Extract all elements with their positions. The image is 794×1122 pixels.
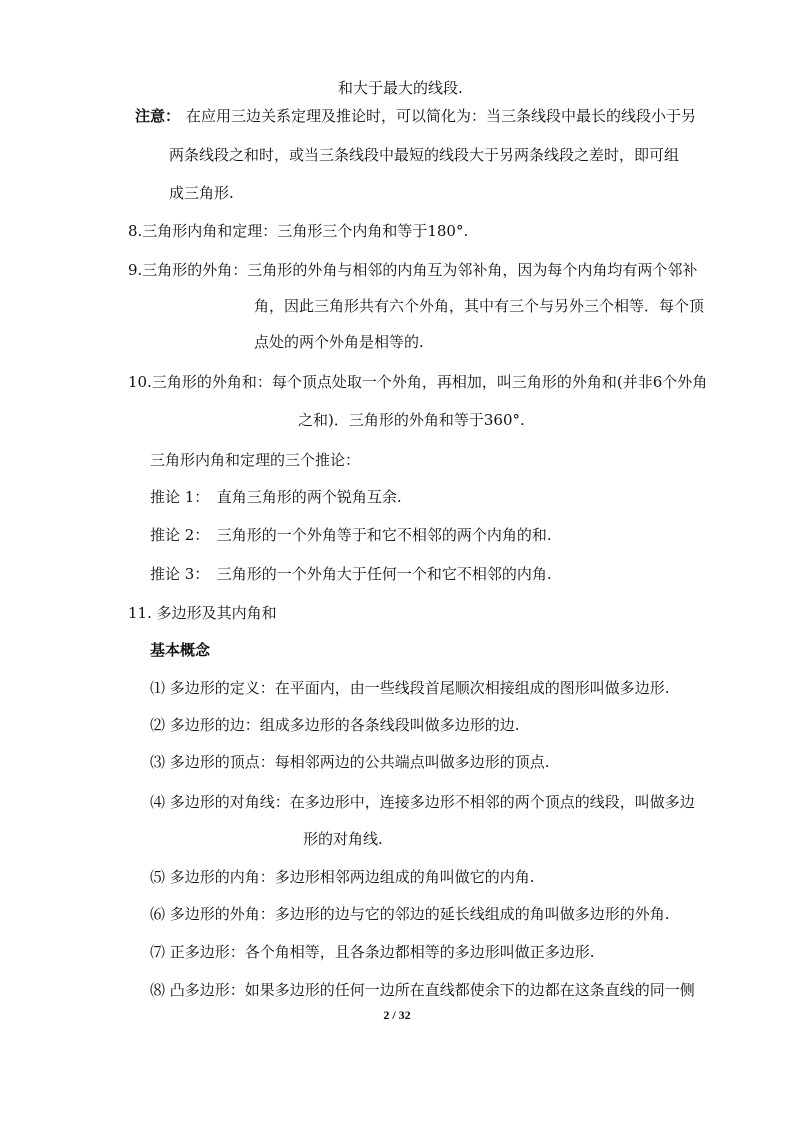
list-item: ⑻ 凸多边形：如果多边形的任何一边所在直线都使余下的边都在这条直线的同一侧 [150,981,695,999]
text-line: 三角形内角和定理的三个推论： [150,451,361,469]
text-line: 两条线段之和时，或当三条线段中最短的线段大于另两条线段之差时，即可组 [169,146,680,164]
list-item: ⑷ 多边形的对角线：在多边形中，连接多边形不相邻的两个顶点的线段，叫做多边 [150,793,695,811]
text-line: 在应用三边关系定理及推论时，可以简化为：当三条线段中最长的线段小于另 [186,107,697,125]
text-line: 成三角形. [169,184,234,202]
corollary-line: 推论 1： 直角三角形的两个锐角互余. [150,488,402,506]
list-item: ⑺ 正多边形：各个角相等，且各条边都相等的多边形叫做正多边形. [150,943,595,961]
text-line: 8.三角形内角和定理：三角形三个内角和等于180°. [128,222,469,240]
text-line: 点处的两个外角是相等的. [254,333,424,351]
subsection-heading: 基本概念 [150,641,211,659]
corollary-line: 推论 3： 三角形的一个外角大于任何一个和它不相邻的内角. [150,565,552,583]
list-item-continuation: 形的对角线. [303,830,383,848]
corollary-line: 推论 2： 三角形的一个外角等于和它不相邻的两个内角的和. [150,526,552,544]
section-heading: 11. 多边形及其内角和 [128,604,277,622]
text-line: 10.三角形的外角和：每个顶点处取一个外角，再相加，叫三角形的外角和(并非6个外角 [128,373,708,391]
note-label: 注意： [135,107,181,125]
list-item: ⑹ 多边形的外角：多边形的边与它的邻边的延长线组成的角叫做多边形的外角. [150,905,670,923]
text-line: 之和)．三角形的外角和等于360°. [298,411,525,429]
list-item: ⑶ 多边形的顶点：每相邻两边的公共端点叫做多边形的顶点. [150,753,550,771]
text-line: 和大于最大的线段. [338,79,463,97]
page-number: 2 / 32 [383,1008,411,1022]
text-line: 9.三角形的外角：三角形的外角与相邻的内角互为邻补角，因为每个内角均有两个邻补 [128,261,698,279]
list-item: ⑴ 多边形的定义：在平面内，由一些线段首尾顺次相接组成的图形叫做多边形. [150,679,670,697]
list-item: ⑵ 多边形的边：组成多边形的各条线段叫做多边形的边. [150,716,520,734]
text-line: 角，因此三角形共有六个外角，其中有三个与另外三个相等．每个顶 [254,297,705,315]
list-item: ⑸ 多边形的内角：多边形相邻两边组成的角叫做它的内角. [150,868,535,886]
